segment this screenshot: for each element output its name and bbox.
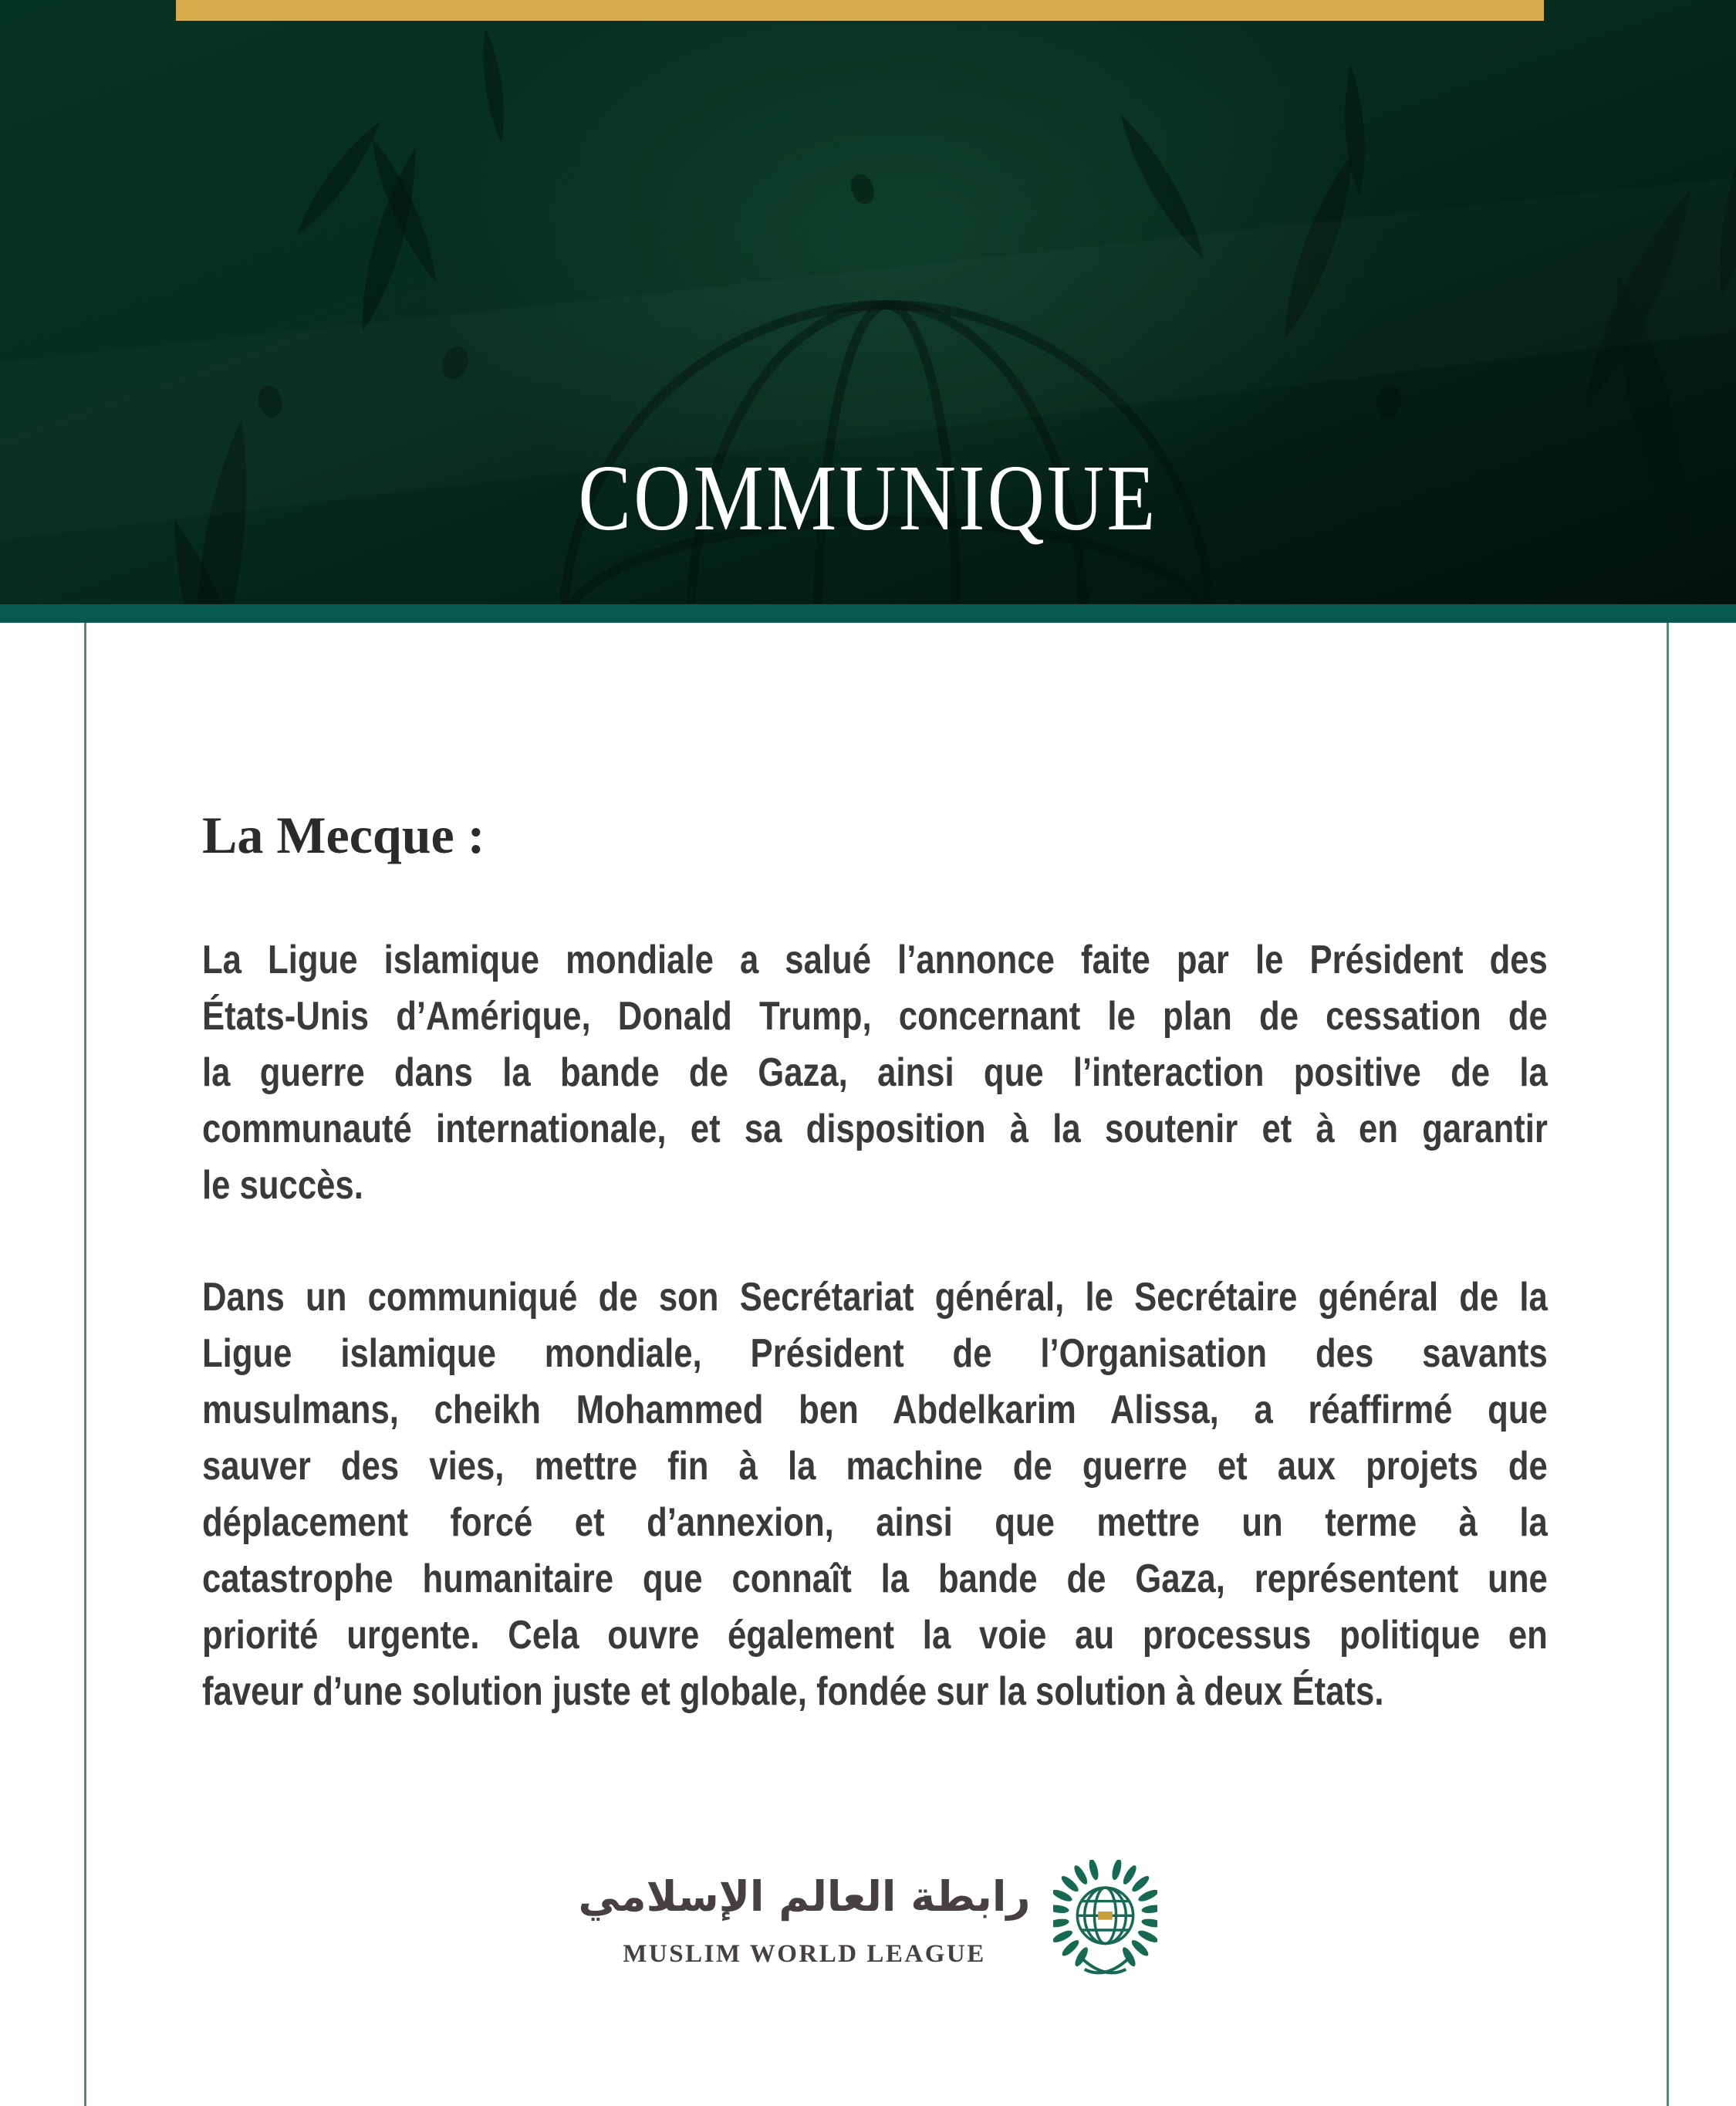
paragraph-line: États-Unis d’Amérique, Donald Trump, concernant le plan de cessation de — [202, 994, 1548, 1039]
mwl-arabic-calligraphy: رابطة العالم الإسلامي — [578, 1872, 1031, 1921]
content-area — [0, 623, 1736, 2106]
gold-accent-bar — [176, 0, 1544, 21]
paragraph-line: déplacement forcé et d’annexion, ainsi que mettre un terme à la — [202, 1500, 1548, 1545]
wreath-stems — [1082, 1959, 1128, 1973]
mwl-logo — [0, 1858, 1736, 1982]
paragraph-line: priorité urgente. Cela ouvre également la voie au processus politique en — [202, 1613, 1548, 1658]
mwl-globe-laurel-emblem-icon — [1053, 1860, 1157, 1982]
paragraph-line: le succès. — [202, 1163, 363, 1208]
paragraph-line: La Ligue islamique mondiale a salué l’annonce faite par le Président des — [202, 938, 1548, 982]
communique-title: COMMUNIQUE — [578, 446, 1158, 550]
mwl-wordmark: MUSLIM WORLD LEAGUE — [623, 1940, 986, 1968]
kaaba-gold-band — [1099, 1912, 1113, 1920]
dateline-heading: La Mecque : — [202, 806, 485, 864]
paragraph-line: faveur d’une solution juste et globale, fondée sur la solution à deux États. — [202, 1669, 1384, 1714]
paragraph-line: sauver des vies, mettre fin à la machine de guerre et aux projets de — [202, 1444, 1548, 1489]
paragraph-1 — [202, 932, 1548, 1214]
paragraph-line: la guerre dans la bande de Gaza, ainsi que l’interaction positive de la — [202, 1050, 1548, 1095]
mwl-logo-text-block — [579, 1858, 1031, 1969]
paragraph-line: Dans un communiqué de son Secrétariat général, le Secrétaire général de la — [202, 1275, 1548, 1320]
paragraph-line: Ligue islamique mondiale, Président de l’Organisation des savants — [202, 1331, 1548, 1376]
paragraph-line: catastrophe humanitaire que connaît la bande de Gaza, représentent une — [202, 1557, 1548, 1601]
teal-divider-band — [0, 604, 1736, 623]
header-banner — [0, 0, 1736, 604]
paragraph-2 — [202, 1269, 1548, 1720]
paragraph-line: communauté internationale, et sa disposition à la soutenir et à en garantir — [202, 1107, 1548, 1151]
paragraph-line: musulmans, cheikh Mohammed ben Abdelkarim Alissa, a réaffirmé que — [202, 1388, 1548, 1432]
